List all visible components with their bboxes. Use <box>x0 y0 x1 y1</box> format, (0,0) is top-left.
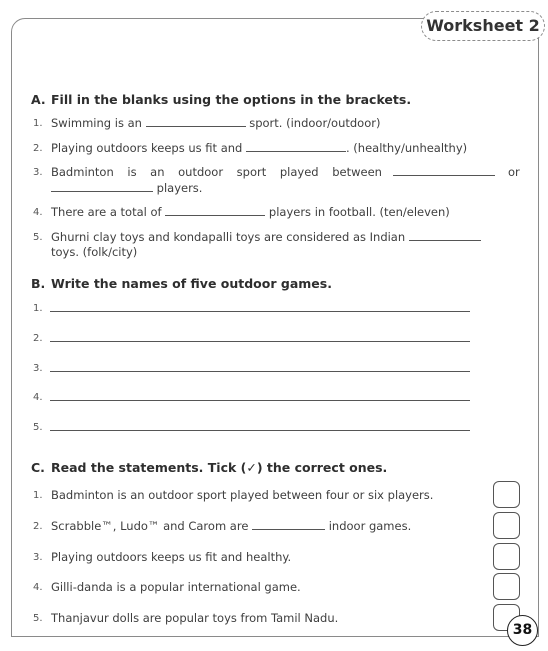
section-a-letter: A. <box>31 92 46 107</box>
a3-word: is <box>127 165 137 179</box>
a3-word: outdoor <box>178 165 224 179</box>
a3-sentence-line2 <box>51 181 202 195</box>
c3-tick-box[interactable] <box>493 543 520 570</box>
section-c-title <box>31 460 387 475</box>
c2-tick-box[interactable] <box>493 512 520 539</box>
c4-statement: Gilli-danda is a popular international game. <box>51 580 301 594</box>
a3-word: between <box>332 165 382 179</box>
section-c-letter: C. <box>31 460 45 475</box>
a2-blank[interactable] <box>246 143 346 152</box>
worksheet-label: Worksheet 2 <box>426 16 540 35</box>
c3-number: 3. <box>33 552 43 563</box>
a1-text-before: Swimming is an <box>51 116 142 130</box>
a5-sentence-line2: toys. (folk/city) <box>51 245 138 259</box>
a4-sentence <box>51 205 450 219</box>
section-c-heading: Read the statements. Tick (✓) the correct ones. <box>51 460 388 475</box>
a3-text-after: players. <box>156 181 203 195</box>
a3-word: Badminton <box>51 165 114 179</box>
c2-text-after: indoor games. <box>328 519 412 533</box>
a5-blank[interactable] <box>409 232 481 241</box>
a1-blank[interactable] <box>146 118 246 127</box>
c2-number: 2. <box>33 521 43 532</box>
a4-text-before: There are a total of <box>51 205 162 219</box>
a3-blank-2[interactable] <box>51 183 153 192</box>
section-a-title <box>31 92 411 107</box>
c3-statement: Playing outdoors keeps us fit and healthy. <box>51 550 292 564</box>
a2-sentence <box>51 141 467 155</box>
b4-number: 4. <box>33 392 43 403</box>
b1-answer-line[interactable] <box>50 311 470 312</box>
b3-number: 3. <box>33 363 43 374</box>
c1-statement: Badminton is an outdoor sport played between four or six players. <box>51 488 434 502</box>
a3-blank-1[interactable] <box>393 175 495 176</box>
page-number: 38 <box>507 615 538 646</box>
a1-text-after: sport. (indoor/outdoor) <box>249 116 381 130</box>
b4-answer-line[interactable] <box>50 400 470 401</box>
b2-answer-line[interactable] <box>50 341 470 342</box>
worksheet-tab <box>421 11 545 41</box>
a5-text-before: Ghurni clay toys and kondapalli toys are considered as Indian <box>51 230 406 244</box>
a2-text-before: Playing outdoors keeps us fit and <box>51 141 243 155</box>
a5-sentence-line1 <box>51 230 481 244</box>
b5-number: 5. <box>33 422 43 433</box>
c2-text-before: Scrabble™, Ludo™ and Carom are <box>51 519 249 533</box>
c4-number: 4. <box>33 582 43 593</box>
section-b-letter: B. <box>31 276 46 291</box>
b2-number: 2. <box>33 333 43 344</box>
a2-text-after: . (healthy/unhealthy) <box>345 141 468 155</box>
worksheet-border <box>11 18 539 637</box>
a4-text-after: players in football. (ten/eleven) <box>268 205 450 219</box>
c2-blank[interactable] <box>252 521 325 530</box>
a2-number: 2. <box>33 143 43 154</box>
a3-word: played <box>279 165 319 179</box>
section-a-heading: Fill in the blanks using the options in the brackets. <box>51 92 412 107</box>
c5-number: 5. <box>33 613 43 624</box>
c1-number: 1. <box>33 490 43 501</box>
a3-sentence-line1 <box>51 165 382 179</box>
section-b-title <box>31 276 332 291</box>
c4-tick-box[interactable] <box>493 573 520 600</box>
a3-word: an <box>150 165 165 179</box>
a4-blank[interactable] <box>165 207 265 216</box>
b5-answer-line[interactable] <box>50 430 470 431</box>
a3-word: sport <box>236 165 267 179</box>
a3-number: 3. <box>33 167 43 178</box>
c1-tick-box[interactable] <box>493 481 520 508</box>
section-b-heading: Write the names of five outdoor games. <box>51 276 332 291</box>
a1-sentence <box>51 116 380 130</box>
a1-number: 1. <box>33 118 43 129</box>
c2-statement <box>51 519 411 533</box>
b3-answer-line[interactable] <box>50 371 470 372</box>
a3-or: or <box>508 165 520 179</box>
a4-number: 4. <box>33 207 43 218</box>
a5-number: 5. <box>33 232 43 243</box>
c5-statement: Thanjavur dolls are popular toys from Tamil Nadu. <box>51 611 339 625</box>
b1-number: 1. <box>33 303 43 314</box>
